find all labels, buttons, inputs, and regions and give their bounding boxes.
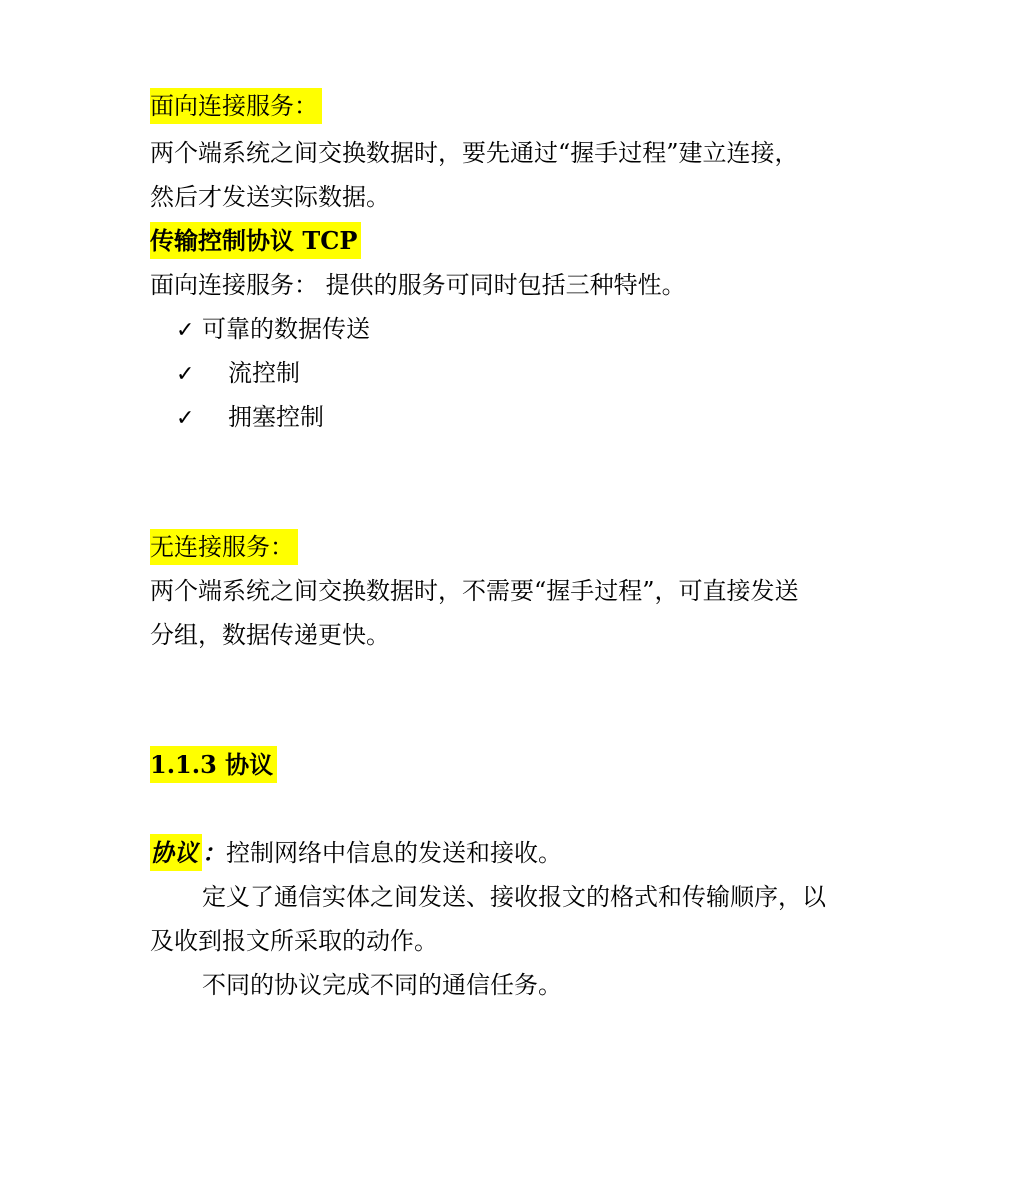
feature-item-congestion-control	[176, 401, 324, 435]
protocol-paragraph-3: 不同的协议完成不同的通信任务。	[202, 971, 562, 999]
checkmark-icon: ✓	[176, 406, 195, 431]
connectionless-paragraph-line-1: 两个端系统之间交换数据时，不需要“握手过程”，可直接发送	[150, 577, 799, 605]
protocol-definition-line	[150, 837, 562, 869]
protocol-term-separator: ：	[202, 838, 226, 867]
connectionless-heading-line	[150, 531, 298, 563]
protocol-paragraph-2-line-2: 及收到报文所采取的动作。	[150, 927, 438, 955]
tcp-intro: 面向连接服务： 提供的服务可同时包括三种特性。	[150, 271, 686, 299]
connection-oriented-paragraph-line-2: 然后才发送实际数据。	[150, 183, 390, 211]
tcp-heading-line	[150, 225, 361, 257]
connectionless-heading: 无连接服务：	[150, 529, 298, 565]
feature-label: 流控制	[228, 359, 300, 387]
feature-label: 拥塞控制	[228, 403, 324, 431]
connection-oriented-paragraph-line-1: 两个端系统之间交换数据时，要先通过“握手过程”建立连接，	[150, 139, 799, 167]
checkmark-icon: ✓	[176, 362, 195, 387]
connection-oriented-heading-line	[150, 90, 322, 122]
protocol-term: 协议	[150, 834, 202, 871]
protocol-definition: 控制网络中信息的发送和接收。	[226, 839, 562, 867]
feature-label: 可靠的数据传送	[202, 315, 370, 343]
feature-item-reliable	[176, 313, 370, 347]
connectionless-paragraph-line-2: 分组，数据传递更快。	[150, 621, 390, 649]
feature-item-flow-control	[176, 357, 300, 391]
protocol-heading-line	[150, 749, 277, 781]
checkmark-icon: ✓	[176, 318, 195, 343]
connection-oriented-heading: 面向连接服务：	[150, 88, 322, 124]
tcp-heading: 传输控制协议 TCP	[150, 222, 361, 259]
protocol-paragraph-2-line-1: 定义了通信实体之间发送、接收报文的格式和传输顺序，以	[202, 883, 826, 911]
protocol-heading: 1.1.3 协议	[150, 746, 277, 783]
